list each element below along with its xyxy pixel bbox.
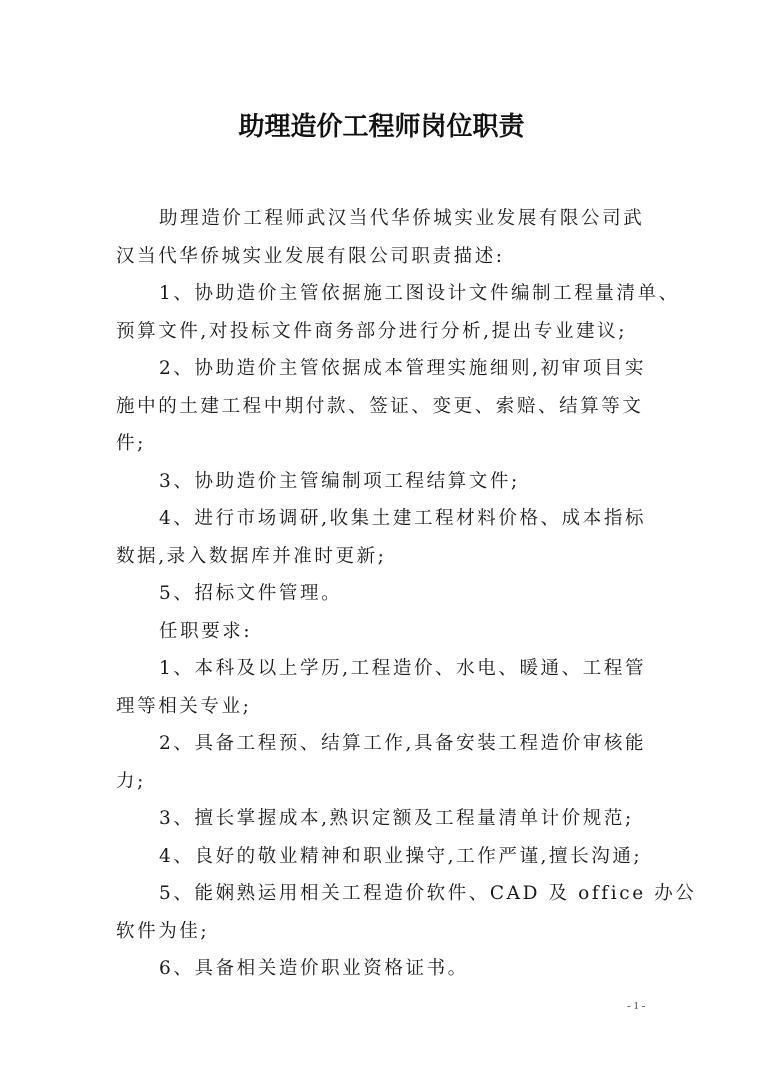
paragraph-line: 4、进行市场调研,收集土建工程材料价格、成本指标 — [159, 508, 647, 529]
paragraph-line: 1、本科及以上学历,工程造价、水电、暖通、工程管 — [159, 658, 647, 679]
paragraph-line: 3、擅长掌握成本,熟识定额及工程量清单计价规范; — [159, 808, 634, 829]
paragraph-line: 2、具备工程预、结算工作,具备安装工程造价审核能 — [159, 733, 647, 754]
paragraph-line: 件; — [116, 433, 146, 454]
paragraph-line: 理等相关专业; — [116, 695, 252, 717]
paragraph-line: 5、招标文件管理。 — [159, 583, 343, 604]
paragraph-line: 4、良好的敬业精神和职业操守,工作严谨,擅长沟通; — [159, 845, 643, 867]
paragraph-line: 汉当代华侨城实业发展有限公司职责描述: — [116, 245, 505, 267]
section-heading-requirements: 任职要求: — [159, 620, 253, 642]
paragraph-line: 预算文件,对投标文件商务部分进行分析,提出专业建议; — [116, 320, 628, 342]
paragraph-line: 5、能娴熟运用相关工程造价软件、CAD 及 office 办公 — [159, 883, 697, 904]
paragraph-line: 6、具备相关造价职业资格证书。 — [159, 958, 469, 979]
paragraph-line: 2、协助造价主管依据成本管理实施细则,初审项目实 — [159, 358, 647, 379]
paragraph-line: 3、协助造价主管编制项工程结算文件; — [159, 470, 520, 492]
paragraph-line: 助理造价工程师武汉当代华侨城实业发展有限公司武 — [159, 208, 645, 229]
paragraph-line: 力; — [116, 770, 146, 792]
document-body — [116, 200, 697, 988]
paragraph-line: 1、协助造价主管依据施工图设计文件编制工程量清单、 — [159, 283, 680, 304]
paragraph-line: 软件为佳; — [116, 920, 210, 942]
page-number: - 1 - — [627, 1000, 646, 1012]
document-title: 助理造价工程师岗位职责 — [238, 112, 525, 142]
paragraph-line: 数据,录入数据库并准时更新; — [116, 545, 387, 567]
paragraph-line: 施中的土建工程中期付款、签证、变更、索赔、结算等文 — [116, 395, 644, 417]
